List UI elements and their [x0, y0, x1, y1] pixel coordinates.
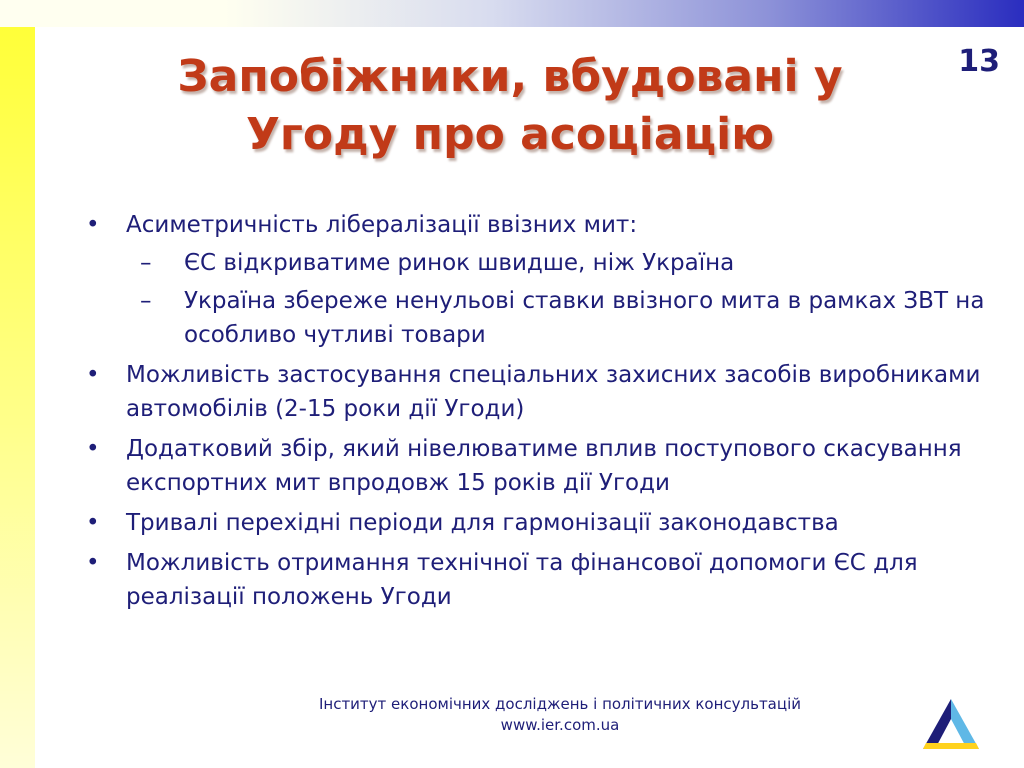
sub-bullet-item [140, 246, 986, 280]
slide-title-line-2: Угоду про асоціацію [246, 109, 774, 160]
bullet-marker: • [86, 510, 100, 536]
bullet-marker: • [86, 212, 100, 238]
logo-light-stroke [951, 699, 979, 749]
footer [260, 694, 860, 736]
bullet-item [86, 506, 986, 540]
bullet-item [86, 358, 986, 426]
sub-bullet-text: Україна збереже ненульові ставки ввізного мита в рамках ЗВТ на особливо чутливі товари [184, 288, 985, 348]
top-decorative-band [0, 0, 1024, 27]
bullet-item [86, 546, 986, 614]
bullet-text: Додатковий збір, який нівелюватиме вплив поступового скасування експортних мит впродовж 15 років дії Угоди [126, 436, 962, 496]
sub-bullet-marker: – [140, 250, 152, 276]
bullet-item [86, 432, 986, 500]
ier-triangle-logo-icon [920, 695, 982, 753]
footer-institute-name: Інститут економічних досліджень і політичних консультацій [318, 695, 802, 713]
bullet-text: Можливість отримання технічної та фінансової допомоги ЄС для реалізації положень Угоди [126, 550, 918, 610]
bullet-text: Тривалі перехідні періоди для гармонізації законодавства [126, 510, 839, 536]
logo-yellow-base [923, 743, 979, 749]
sub-bullet-marker: – [140, 288, 152, 314]
logo-dark-stroke [923, 699, 951, 749]
bullet-list [86, 208, 986, 620]
sub-bullet-text: ЄС відкриватиме ринок швидше, ніж Україна [184, 250, 735, 276]
bullet-marker: • [86, 362, 100, 388]
left-decorative-band [0, 0, 35, 768]
bullet-marker: • [86, 436, 100, 462]
bullet-item [86, 208, 986, 352]
bullet-marker: • [86, 550, 100, 576]
bullet-text: Можливість застосування спеціальних захисних засобів виробниками автомобілів (2-15 роки дії Угоди) [126, 362, 981, 422]
footer-website-link[interactable]: www.ier.com.ua [500, 716, 620, 734]
sub-bullet-list [126, 246, 986, 352]
bullet-text: Асиметричність лібералізації ввізних мит: [126, 212, 638, 238]
sub-bullet-item [140, 284, 986, 352]
slide-number: 13 [958, 44, 1000, 79]
slide-title [70, 48, 950, 164]
slide-title-line-1: Запобіжники, вбудовані у [177, 51, 843, 102]
